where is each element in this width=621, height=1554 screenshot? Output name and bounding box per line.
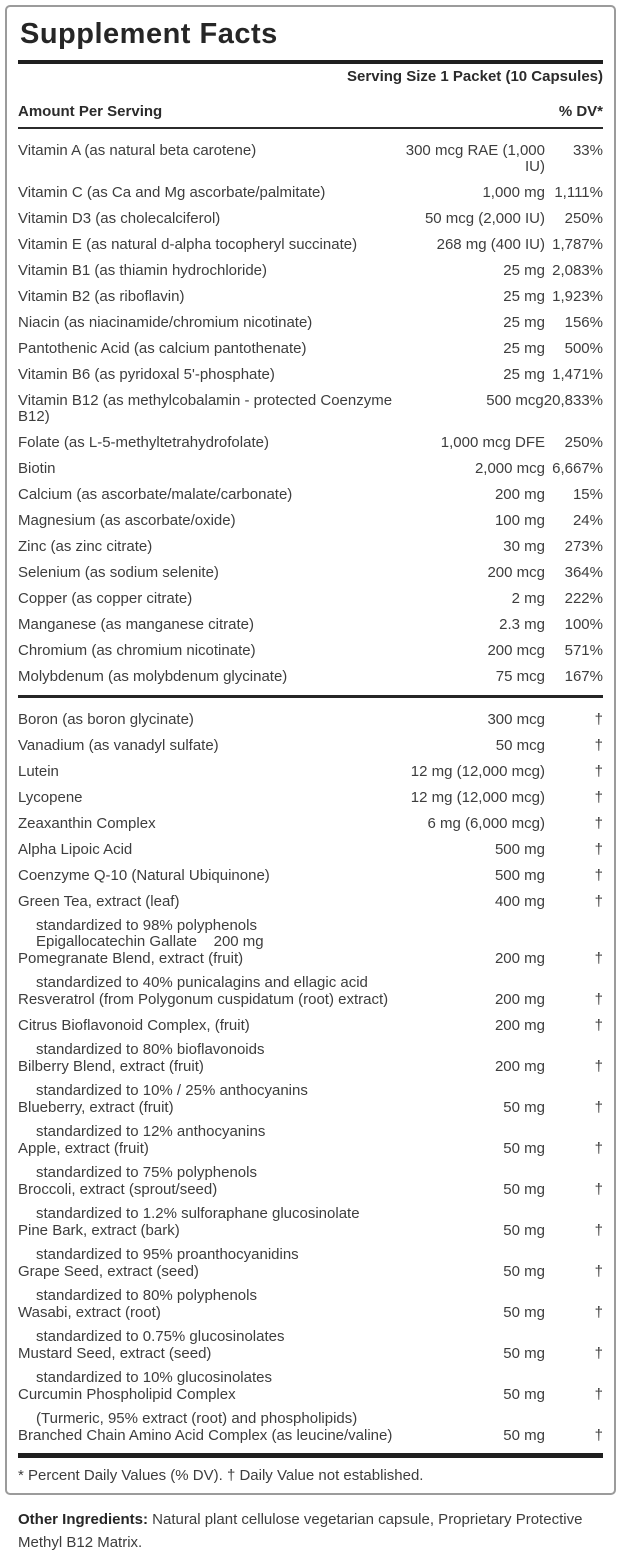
ingredient-dv: † [594, 1058, 603, 1075]
supplement-row [18, 1182, 603, 1222]
ingredient-dv: † [594, 737, 603, 754]
ingredient-name: Boron (as boron glycinate) [18, 711, 194, 728]
ingredient-amount: 1,000 mcg DFE [440, 434, 545, 451]
supplement-row [18, 1428, 603, 1444]
ingredient-dv: 33% [572, 142, 603, 159]
supplement-row-main [18, 868, 603, 884]
serving-size: Serving Size 1 Packet (10 Capsules) [347, 68, 603, 85]
ingredient-dv: 20,833% [543, 392, 603, 409]
ingredient-dv: † [594, 1427, 603, 1444]
ingredient-amount: 50 mcg [495, 737, 545, 754]
ingredient-name: Vitamin E (as natural d-alpha tocopheryl succinate) [18, 236, 358, 253]
panel-title: Supplement Facts [20, 18, 278, 50]
ingredient-amount: 50 mg [503, 1222, 545, 1239]
ingredient-amount: 1,000 mg [482, 184, 545, 201]
ingredient-name: Magnesium (as ascorbate/oxide) [18, 512, 236, 529]
ingredient-dv: † [594, 1181, 603, 1198]
ingredient-dv: † [594, 1140, 603, 1157]
supplement-row-main [18, 842, 603, 858]
supplement-row-main [18, 992, 603, 1008]
supplement-row [18, 738, 603, 754]
supplement-row-main [18, 894, 603, 910]
ingredient-name: Vanadium (as vanadyl sulfate) [18, 737, 219, 754]
supplement-row [18, 669, 603, 685]
supplement-row-main [18, 1100, 603, 1116]
ingredient-name: Apple, extract (fruit) [18, 1140, 149, 1157]
supplement-row-main [18, 951, 603, 967]
ingredient-name: Mustard Seed, extract (seed) [18, 1345, 212, 1362]
ingredient-dv: 250% [564, 210, 603, 227]
supplement-row-main [18, 513, 603, 529]
ingredient-dv: † [594, 711, 603, 728]
supplement-row [18, 237, 603, 253]
ingredient-amount: 200 mg [494, 1058, 545, 1075]
supplement-facts-panel [5, 5, 616, 1495]
ingredient-amount: 12 mg (12,000 mcg) [410, 763, 545, 780]
supplement-row [18, 764, 603, 780]
ingredient-note: standardized to 10% glucosinolates [36, 1369, 272, 1386]
ingredient-name: Pine Bark, extract (bark) [18, 1222, 180, 1239]
ingredient-dv: † [594, 841, 603, 858]
supplement-row-main [18, 435, 603, 451]
ingredient-name: Lutein [18, 763, 59, 780]
ingredient-dv: 1,111% [554, 184, 603, 201]
ingredient-dv: 100% [564, 616, 603, 633]
supplement-row-main [18, 1141, 603, 1157]
supplement-row [18, 513, 603, 529]
ingredient-dv: 364% [564, 564, 603, 581]
ingredient-name: Biotin [18, 460, 56, 477]
supplement-row-main [18, 487, 603, 503]
ingredient-dv: † [594, 1099, 603, 1116]
supplement-row [18, 992, 603, 1008]
supplement-row-main [18, 643, 603, 659]
ingredient-name: Citrus Bioflavonoid Complex, (fruit) [18, 1017, 250, 1034]
ingredient-amount: 25 mg [503, 314, 545, 331]
supplement-row [18, 289, 603, 305]
supplement-row-main [18, 1018, 603, 1034]
ingredient-amount: 50 mg [503, 1263, 545, 1280]
ingredient-amount: 25 mg [503, 340, 545, 357]
ingredient-dv: † [594, 763, 603, 780]
ingredient-amount: 200 mg [494, 950, 545, 967]
ingredient-amount: 6 mg (6,000 mcg) [427, 815, 545, 832]
ingredient-amount: 30 mg [503, 538, 545, 555]
ingredient-dv: 167% [564, 668, 603, 685]
supplement-row-main [18, 1059, 603, 1075]
ingredient-amount: 300 mcg RAE (1,000 IU) [405, 142, 545, 175]
footnote-divider-bar [18, 1453, 603, 1458]
ingredient-note: standardized to 75% polyphenols [36, 1164, 257, 1181]
ingredient-name: Bilberry Blend, extract (fruit) [18, 1058, 204, 1075]
supplement-row [18, 1305, 603, 1345]
supplement-row [18, 1018, 603, 1058]
ingredient-name: Blueberry, extract (fruit) [18, 1099, 174, 1116]
ingredient-dv: † [594, 1304, 603, 1321]
ingredient-dv: † [594, 1017, 603, 1034]
ingredient-dv: 156% [564, 314, 603, 331]
supplement-row [18, 367, 603, 383]
supplement-row [18, 868, 603, 884]
ingredient-name: Niacin (as niacinamide/chromium nicotinate) [18, 314, 313, 331]
ingredient-amount: 50 mg [503, 1304, 545, 1321]
ingredient-amount: 500 mg [494, 867, 545, 884]
supplement-row [18, 393, 603, 425]
ingredient-name: Molybdenum (as molybdenum glycinate) [18, 668, 288, 685]
title-divider-bar [18, 60, 603, 64]
supplement-row-main [18, 565, 603, 581]
ingredient-name: Vitamin C (as Ca and Mg ascorbate/palmitate) [18, 184, 326, 201]
ingredient-dv: 1,923% [552, 288, 603, 305]
percent-dv-header: % DV* [558, 103, 603, 120]
dv-footnote: * Percent Daily Values (% DV). † Daily Value not established. [18, 1467, 424, 1484]
supplement-row-main [18, 1223, 603, 1239]
supplement-row-main [18, 341, 603, 357]
ingredient-name: Broccoli, extract (sprout/seed) [18, 1181, 218, 1198]
ingredient-name: Chromium (as chromium nicotinate) [18, 642, 256, 659]
ingredient-dv: † [594, 991, 603, 1008]
supplement-row [18, 951, 603, 991]
supplement-row [18, 315, 603, 331]
supplement-row-main [18, 1387, 603, 1403]
supplement-row-main [18, 539, 603, 555]
supplement-row-main [18, 143, 603, 175]
ingredient-note: standardized to 40% punicalagins and ellagic acid [36, 974, 368, 991]
supplement-row-main [18, 591, 603, 607]
supplement-row-main [18, 367, 603, 383]
supplement-row [18, 1264, 603, 1304]
supplement-row [18, 435, 603, 451]
ingredient-note: standardized to 1.2% sulforaphane glucosinolate [36, 1205, 360, 1222]
ingredient-amount: 50 mg [503, 1386, 545, 1403]
supplement-row-main [18, 790, 603, 806]
ingredient-name: Pomegranate Blend, extract (fruit) [18, 950, 244, 967]
ingredient-name: Copper (as copper citrate) [18, 590, 193, 607]
ingredient-name: Vitamin D3 (as cholecalciferol) [18, 210, 221, 227]
ingredient-amount: 25 mg [503, 366, 545, 383]
ingredient-note: standardized to 98% polyphenols [36, 917, 257, 934]
ingredient-name: Pantothenic Acid (as calcium pantothenate) [18, 340, 307, 357]
ingredient-name: Manganese (as manganese citrate) [18, 616, 254, 633]
supplement-row [18, 565, 603, 581]
ingredient-amount: 2 mg [511, 590, 545, 607]
ingredient-note: standardized to 95% proanthocyanidins [36, 1246, 299, 1263]
supplement-row-main [18, 315, 603, 331]
ingredient-dv: 24% [572, 512, 603, 529]
ingredient-amount: 500 mcg [486, 392, 544, 409]
supplement-row [18, 1059, 603, 1099]
ingredient-name: Vitamin A (as natural beta carotene) [18, 142, 257, 159]
supplement-row [18, 539, 603, 555]
supplement-row [18, 1100, 603, 1140]
ingredient-name: Vitamin B6 (as pyridoxal 5'-phosphate) [18, 366, 275, 383]
ingredient-name: Lycopene [18, 789, 83, 806]
supplement-row [18, 816, 603, 832]
ingredient-note: (Turmeric, 95% extract (root) and phospholipids) [36, 1410, 358, 1427]
ingredient-amount: 100 mg [494, 512, 545, 529]
other-nutrients-section [18, 698, 603, 1444]
ingredient-amount: 25 mg [503, 262, 545, 279]
ingredient-note: standardized to 80% polyphenols [36, 1287, 257, 1304]
ingredient-name: Resveratrol (from Polygonum cuspidatum (root) extract) [18, 991, 389, 1008]
ingredient-name: Branched Chain Amino Acid Complex (as leucine/valine) [18, 1427, 393, 1444]
ingredient-dv: † [594, 867, 603, 884]
ingredient-amount: 2.3 mg [499, 616, 545, 633]
supplement-row [18, 643, 603, 659]
supplement-row [18, 143, 603, 175]
supplement-row-main [18, 263, 603, 279]
other-ingredients [18, 1508, 601, 1554]
ingredient-dv: † [594, 815, 603, 832]
supplement-row [18, 1387, 603, 1427]
supplement-row-main [18, 617, 603, 633]
ingredient-name: Vitamin B2 (as riboflavin) [18, 288, 185, 305]
supplement-row [18, 487, 603, 503]
ingredient-dv: 2,083% [552, 262, 603, 279]
supplement-row-main [18, 211, 603, 227]
supplement-row [18, 1141, 603, 1181]
supplement-row [18, 341, 603, 357]
supplement-row-main [18, 1346, 603, 1362]
supplement-row-main [18, 289, 603, 305]
ingredient-dv: 1,787% [552, 236, 603, 253]
ingredient-dv: 6,667% [552, 460, 603, 477]
ingredient-amount: 268 mg (400 IU) [436, 236, 545, 253]
ingredient-amount: 50 mcg (2,000 IU) [424, 210, 545, 227]
supplement-row-main [18, 1182, 603, 1198]
ingredient-amount: 50 mg [503, 1140, 545, 1157]
ingredient-name: Folate (as L-5-methyltetrahydrofolate) [18, 434, 269, 451]
supplement-row-main [18, 393, 603, 425]
ingredient-amount: 2,000 mcg [474, 460, 545, 477]
ingredient-name: Zeaxanthin Complex [18, 815, 156, 832]
ingredient-dv: † [594, 950, 603, 967]
ingredient-name: Calcium (as ascorbate/malate/carbonate) [18, 486, 293, 503]
ingredient-amount: 50 mg [503, 1181, 545, 1198]
supplement-row-main [18, 1305, 603, 1321]
ingredient-dv: † [594, 789, 603, 806]
ingredient-name: Curcumin Phospholipid Complex [18, 1386, 236, 1403]
ingredient-dv: † [594, 1222, 603, 1239]
supplement-row [18, 790, 603, 806]
ingredient-dv: 273% [564, 538, 603, 555]
ingredient-amount: 300 mcg [487, 711, 545, 728]
ingredient-amount: 200 mg [494, 991, 545, 1008]
supplement-row [18, 1223, 603, 1263]
supplement-row-main [18, 669, 603, 685]
supplement-row [18, 894, 603, 950]
ingredient-dv: 1,471% [552, 366, 603, 383]
ingredient-amount: 500 mg [494, 841, 545, 858]
supplement-row [18, 842, 603, 858]
supplement-row-main [18, 712, 603, 728]
ingredient-amount: 75 mcg [495, 668, 545, 685]
supplement-row [18, 1346, 603, 1386]
ingredient-note: standardized to 0.75% glucosinolates [36, 1328, 285, 1345]
supplement-row [18, 185, 603, 201]
amount-per-serving-header: Amount Per Serving [18, 103, 163, 120]
ingredient-name: Green Tea, extract (leaf) [18, 893, 180, 910]
ingredient-amount: 200 mg [494, 486, 545, 503]
ingredient-dv: † [594, 1386, 603, 1403]
ingredient-name: Wasabi, extract (root) [18, 1304, 161, 1321]
ingredient-amount: 25 mg [503, 288, 545, 305]
supplement-row [18, 617, 603, 633]
supplement-row-main [18, 738, 603, 754]
ingredient-name: Vitamin B12 (as methylcobalamin - protected Coenzyme B12) [18, 392, 393, 425]
ingredient-dv: 571% [564, 642, 603, 659]
ingredient-dv: † [594, 1345, 603, 1362]
supplement-row-main [18, 1428, 603, 1444]
other-ingredients-label: Other Ingredients: [18, 1511, 149, 1528]
ingredient-note: standardized to 10% / 25% anthocyanins [36, 1082, 308, 1099]
ingredient-dv: 222% [564, 590, 603, 607]
supplement-row [18, 211, 603, 227]
ingredient-name: Zinc (as zinc citrate) [18, 538, 153, 555]
ingredient-name: Grape Seed, extract (seed) [18, 1263, 199, 1280]
ingredient-note: standardized to 12% anthocyanins [36, 1123, 266, 1140]
supplement-row-main [18, 461, 603, 477]
ingredient-amount: 200 mg [494, 1017, 545, 1034]
ingredient-amount: 12 mg (12,000 mcg) [410, 789, 545, 806]
ingredient-dv: † [594, 1263, 603, 1280]
ingredient-dv: 500% [564, 340, 603, 357]
other-ingredients-text: Natural plant cellulose vegetarian capsule, Proprietary Protective Methyl B12 Matrix. [18, 1511, 583, 1551]
supplement-row [18, 461, 603, 477]
ingredient-name: Alpha Lipoic Acid [18, 841, 133, 858]
column-header-row [18, 103, 603, 120]
supplement-row-main [18, 1264, 603, 1280]
ingredient-amount: 50 mg [503, 1099, 545, 1116]
ingredient-note: Epigallocatechin Gallate 200 mg [36, 933, 264, 950]
supplement-row-main [18, 185, 603, 201]
supplement-row [18, 263, 603, 279]
supplement-row [18, 712, 603, 728]
ingredient-name: Coenzyme Q-10 (Natural Ubiquinone) [18, 867, 270, 884]
supplement-row-main [18, 237, 603, 253]
ingredient-amount: 200 mcg [487, 642, 545, 659]
ingredient-amount: 400 mg [494, 893, 545, 910]
ingredient-dv: 250% [564, 434, 603, 451]
ingredient-amount: 50 mg [503, 1427, 545, 1444]
vitamins-minerals-section [18, 129, 603, 685]
ingredient-amount: 50 mg [503, 1345, 545, 1362]
ingredient-name: Vitamin B1 (as thiamin hydrochloride) [18, 262, 268, 279]
ingredient-note: standardized to 80% bioflavonoids [36, 1041, 265, 1058]
ingredient-dv: 15% [572, 486, 603, 503]
ingredient-name: Selenium (as sodium selenite) [18, 564, 219, 581]
ingredient-amount: 200 mcg [487, 564, 545, 581]
ingredient-dv: † [594, 893, 603, 910]
supplement-row-main [18, 816, 603, 832]
supplement-row-main [18, 764, 603, 780]
supplement-row [18, 591, 603, 607]
